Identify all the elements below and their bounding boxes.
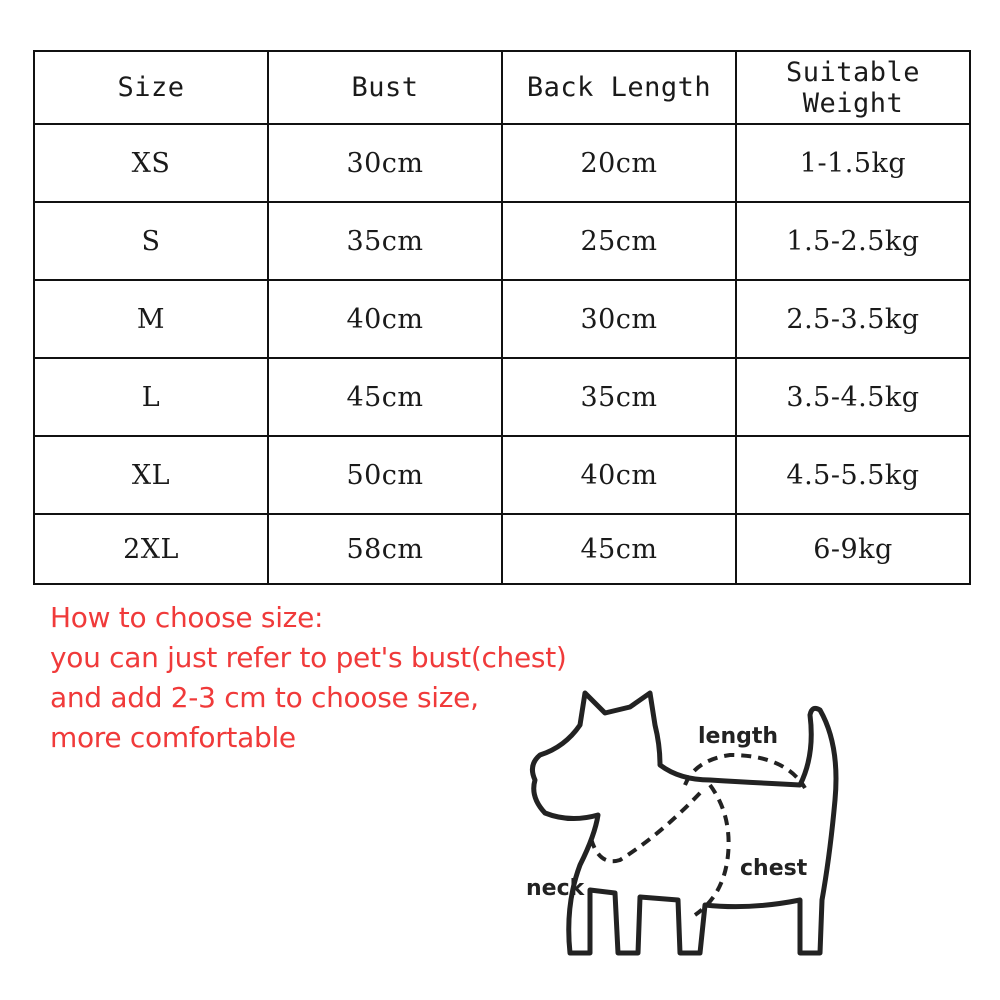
cell-bust: 30cm (268, 124, 502, 202)
cell-back-length: 35cm (502, 358, 736, 436)
header-size: Size (34, 51, 268, 124)
instruction-line: and add 2-3 cm to choose size, (50, 681, 479, 714)
cell-size: M (34, 280, 268, 358)
neck-label: neck (526, 876, 585, 901)
cell-size: 2XL (34, 514, 268, 584)
chest-label: chest (740, 856, 808, 881)
cell-size: L (34, 358, 268, 436)
dog-outline (532, 693, 836, 953)
chest-dashed-line (695, 785, 729, 915)
instruction-heading: How to choose size: (50, 601, 324, 634)
table-row (34, 280, 970, 358)
cell-back-length: 40cm (502, 436, 736, 514)
cell-bust: 58cm (268, 514, 502, 584)
header-suitable-weight: Suitable Weight (736, 51, 970, 124)
neck-dashed-line (590, 793, 700, 861)
cell-back-length: 30cm (502, 280, 736, 358)
table-row (34, 358, 970, 436)
cell-size: XS (34, 124, 268, 202)
cell-back-length: 45cm (502, 514, 736, 584)
cell-bust: 45cm (268, 358, 502, 436)
size-chart-table (33, 50, 971, 585)
table-row (34, 124, 970, 202)
cell-bust: 35cm (268, 202, 502, 280)
cell-weight: 2.5-3.5kg (736, 280, 970, 358)
cell-weight: 1.5-2.5kg (736, 202, 970, 280)
header-bust: Bust (268, 51, 502, 124)
cell-back-length: 20cm (502, 124, 736, 202)
cell-weight: 3.5-4.5kg (736, 358, 970, 436)
table-row (34, 514, 970, 584)
table-row (34, 436, 970, 514)
table-row (34, 202, 970, 280)
cell-bust: 50cm (268, 436, 502, 514)
cell-weight: 1-1.5kg (736, 124, 970, 202)
cell-weight: 6-9kg (736, 514, 970, 584)
instruction-line: you can just refer to pet's bust(chest) (50, 641, 567, 674)
dog-measurement-diagram (510, 685, 850, 965)
cell-back-length: 25cm (502, 202, 736, 280)
length-label: length (698, 724, 779, 749)
cell-size: S (34, 202, 268, 280)
cell-bust: 40cm (268, 280, 502, 358)
instruction-line: more comfortable (50, 721, 296, 754)
cell-size: XL (34, 436, 268, 514)
table-header-row (34, 51, 970, 124)
header-back-length: Back Length (502, 51, 736, 124)
cell-weight: 4.5-5.5kg (736, 436, 970, 514)
